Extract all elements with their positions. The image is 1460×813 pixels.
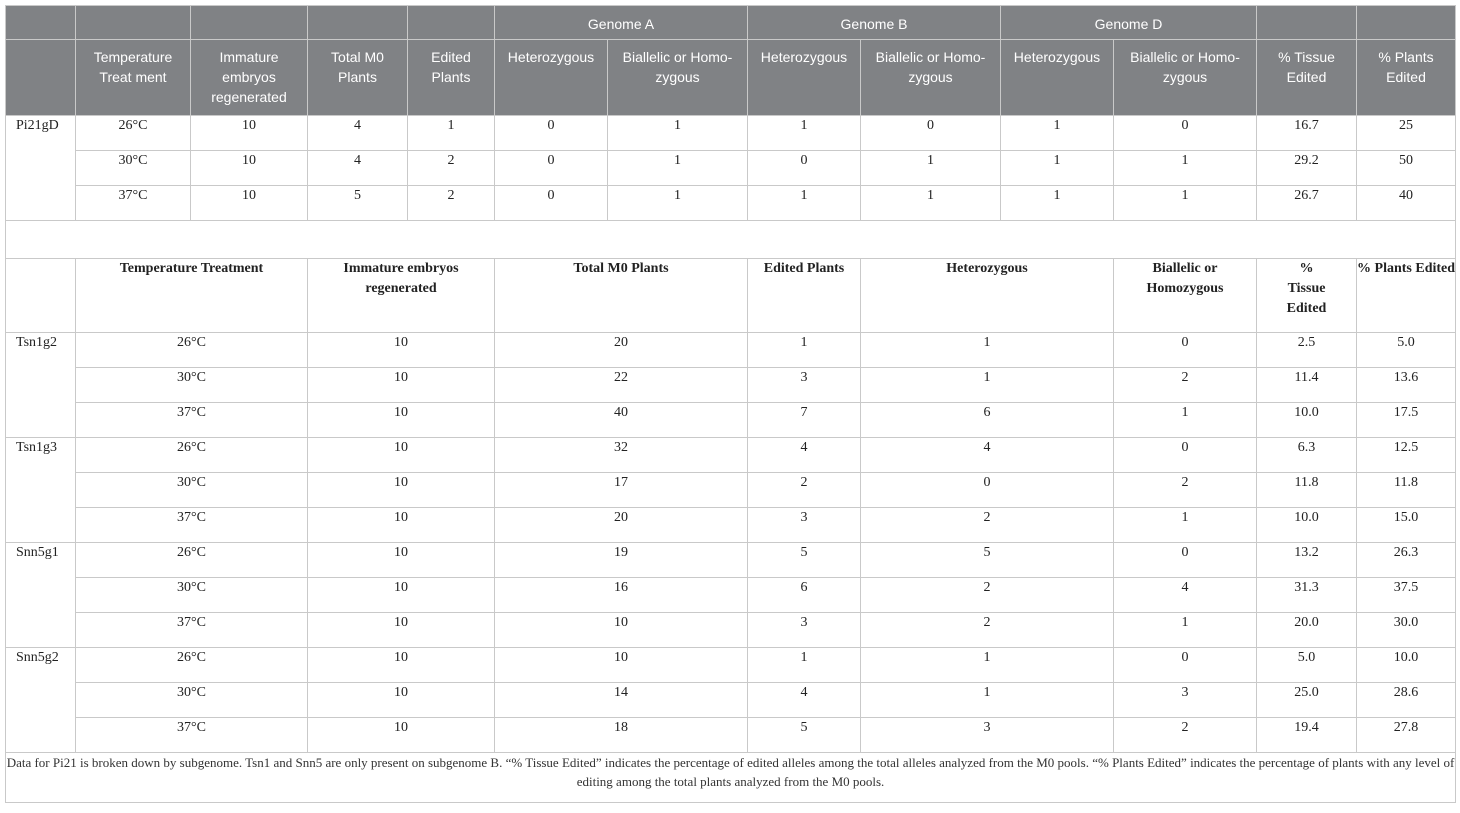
blank-header-cell: [1357, 6, 1456, 40]
table-cell: 10: [308, 543, 495, 578]
table-cell: 2: [861, 508, 1114, 543]
table-cell: 17.5: [1357, 403, 1456, 438]
table-cell: 1: [748, 648, 861, 683]
table-cell: 10: [308, 683, 495, 718]
table-cell: 10.0: [1257, 508, 1357, 543]
blank-header-cell: [6, 6, 76, 40]
table-cell: 10.0: [1257, 403, 1357, 438]
blank-header-cell: [1257, 6, 1357, 40]
table-cell: 1: [408, 116, 495, 151]
table-cell: 30°C: [76, 368, 308, 403]
table-cell: 0: [495, 186, 608, 221]
table-cell: 1: [1001, 116, 1114, 151]
gene-column-header: [6, 40, 76, 116]
table-cell: 6: [861, 403, 1114, 438]
table-cell: 2: [1114, 473, 1257, 508]
gene-name-cell: Snn5g2: [6, 648, 76, 683]
col-header: % Plants Edited: [1357, 40, 1456, 116]
table-cell: 1: [1001, 186, 1114, 221]
table-cell: 37°C: [76, 186, 191, 221]
col-header: Immature embryos regenerated: [191, 40, 308, 116]
footnote-text: Data for Pi21 is broken down by subgenome. Tsn1 and Snn5 are only present on subgenome B. “% Tissue Edited” indicates the percentage of edited alleles among the total alleles analyzed from the M0 pools. “% Plants Edited” indicates the percentage of plants with any level of editing among the total plants analyzed from the M0 pools.: [6, 753, 1456, 803]
table-cell: 20.0: [1257, 613, 1357, 648]
table-cell: 0: [1114, 333, 1257, 368]
table-cell: 1: [861, 186, 1001, 221]
table-cell: 31.3: [1257, 578, 1357, 613]
table-cell: 10: [308, 438, 495, 473]
table1-header: [6, 6, 1456, 116]
table-row: [6, 683, 1456, 718]
table-row: [6, 186, 1456, 221]
table-cell: 5.0: [1257, 648, 1357, 683]
table-cell: 37°C: [76, 403, 308, 438]
blank-header-cell: [191, 6, 308, 40]
table-cell: 1: [1114, 403, 1257, 438]
table-cell: 32: [495, 438, 748, 473]
table-row: [6, 613, 1456, 648]
table-cell: 2: [408, 151, 495, 186]
genome-b-header: Genome B: [748, 6, 1001, 40]
table-row: [6, 508, 1456, 543]
table-row: [6, 333, 1456, 368]
table-cell: 4: [308, 116, 408, 151]
table-cell: 1: [748, 333, 861, 368]
col-header: Total M0 Plants: [308, 40, 408, 116]
table-cell: 1: [608, 116, 748, 151]
table-cell: 28.6: [1357, 683, 1456, 718]
col-header: Immature embryos regenerated: [308, 259, 495, 333]
col-header: Heterozygous: [495, 40, 608, 116]
table-cell: 5: [748, 543, 861, 578]
table-cell: 4: [1114, 578, 1257, 613]
table-cell: 13.2: [1257, 543, 1357, 578]
spacer-cell: [6, 221, 1456, 259]
table-cell: 10: [308, 613, 495, 648]
table-cell: 0: [495, 116, 608, 151]
table-cell: 4: [308, 151, 408, 186]
table-cell: 10: [308, 508, 495, 543]
col-header: Biallelic or Homozygous: [1114, 259, 1257, 333]
col-header: Edited Plants: [408, 40, 495, 116]
table-cell: 10: [191, 151, 308, 186]
table-cell: 19.4: [1257, 718, 1357, 753]
blank-header-cell: [76, 6, 191, 40]
table-row: [6, 368, 1456, 403]
table-cell: 11.8: [1257, 473, 1357, 508]
table-row: [6, 648, 1456, 683]
table-cell: 0: [495, 151, 608, 186]
col-header: Edited Plants: [748, 259, 861, 333]
table-cell: 0: [1114, 648, 1257, 683]
table-cell: 10: [308, 718, 495, 753]
table-cell: 20: [495, 508, 748, 543]
table-cell: 37°C: [76, 508, 308, 543]
table-cell: 40: [495, 403, 748, 438]
gene-name-cell: [6, 578, 76, 613]
col-header: Biallelic or Homo-zygous: [1114, 40, 1257, 116]
table2-header: [6, 259, 1456, 333]
gene-name-cell: [6, 683, 76, 718]
table-cell: 22: [495, 368, 748, 403]
blank-header-cell: [308, 6, 408, 40]
table-cell: 1: [861, 648, 1114, 683]
table-cell: 18: [495, 718, 748, 753]
table-cell: 6.3: [1257, 438, 1357, 473]
gene-name-cell: Tsn1g3: [6, 438, 76, 473]
table2-body: [6, 333, 1456, 753]
table-row: [6, 718, 1456, 753]
table-cell: 1: [1114, 613, 1257, 648]
table-row: [6, 116, 1456, 151]
col-header: Temperature Treat ment: [76, 40, 191, 116]
table-cell: 5: [308, 186, 408, 221]
genome-d-header: Genome D: [1001, 6, 1257, 40]
table-cell: 10: [308, 648, 495, 683]
table-cell: 26°C: [76, 333, 308, 368]
table-cell: 26°C: [76, 648, 308, 683]
table-cell: 10: [308, 368, 495, 403]
table-cell: 2: [748, 473, 861, 508]
table-cell: 0: [1114, 438, 1257, 473]
gene-name-cell: Pi21gD: [6, 116, 76, 221]
editing-results-table: [5, 5, 1456, 803]
table-cell: 19: [495, 543, 748, 578]
table-cell: 50: [1357, 151, 1456, 186]
table-cell: 1: [861, 333, 1114, 368]
col-header: % Tissue Edited: [1257, 40, 1357, 116]
col-header: Biallelic or Homo-zygous: [608, 40, 748, 116]
table-cell: 0: [748, 151, 861, 186]
table-row: [6, 578, 1456, 613]
col-header: Biallelic or Homo-zygous: [861, 40, 1001, 116]
table-cell: 3: [1114, 683, 1257, 718]
table-cell: 10.0: [1357, 648, 1456, 683]
table-spacer: [6, 221, 1456, 259]
table-cell: 0: [861, 116, 1001, 151]
table-cell: 29.2: [1257, 151, 1357, 186]
table-cell: 25: [1357, 116, 1456, 151]
table-cell: 3: [748, 368, 861, 403]
table-cell: 1: [748, 186, 861, 221]
table-cell: 1: [1114, 186, 1257, 221]
col-header: % Plants Edited: [1357, 259, 1456, 333]
gene-name-cell: [6, 508, 76, 543]
table-cell: 30°C: [76, 683, 308, 718]
table-cell: 26°C: [76, 116, 191, 151]
table1-body: [6, 116, 1456, 221]
table-cell: 4: [748, 438, 861, 473]
blank-header-cell: [408, 6, 495, 40]
table-cell: 10: [308, 333, 495, 368]
col-header: Temperature Treatment: [76, 259, 308, 333]
table-cell: 30.0: [1357, 613, 1456, 648]
tissue-edited-header: % Tissue Edited: [1286, 261, 1327, 316]
col-header: [1257, 259, 1357, 333]
gene-name-cell: [6, 718, 76, 753]
table-cell: 2: [861, 613, 1114, 648]
table-cell: 10: [495, 613, 748, 648]
table-cell: 1: [861, 368, 1114, 403]
gene-name-cell: [6, 403, 76, 438]
col-header: Heterozygous: [861, 259, 1114, 333]
table-cell: 2: [861, 578, 1114, 613]
table-row: [6, 151, 1456, 186]
table-cell: 14: [495, 683, 748, 718]
table-cell: 3: [748, 508, 861, 543]
table-cell: 2.5: [1257, 333, 1357, 368]
table-cell: 3: [748, 613, 861, 648]
table-cell: 1: [1114, 508, 1257, 543]
results-table-container: [5, 5, 1455, 803]
col-header: Total M0 Plants: [495, 259, 748, 333]
table-cell: 1: [1114, 151, 1257, 186]
table-cell: 37°C: [76, 613, 308, 648]
table-cell: 2: [408, 186, 495, 221]
table-cell: 12.5: [1357, 438, 1456, 473]
table-cell: 1: [861, 683, 1114, 718]
table-cell: 0: [861, 473, 1114, 508]
col-header: Heterozygous: [1001, 40, 1114, 116]
table-cell: 1: [861, 151, 1001, 186]
table-cell: 26°C: [76, 438, 308, 473]
table-cell: 4: [861, 438, 1114, 473]
table-cell: 10: [308, 403, 495, 438]
table-cell: 10: [308, 578, 495, 613]
gene-name-cell: Tsn1g2: [6, 333, 76, 368]
table-cell: 26.7: [1257, 186, 1357, 221]
col-header: Heterozygous: [748, 40, 861, 116]
table-cell: 5: [748, 718, 861, 753]
table-cell: 11.8: [1357, 473, 1456, 508]
table-cell: 17: [495, 473, 748, 508]
table-cell: 16.7: [1257, 116, 1357, 151]
table-cell: 30°C: [76, 578, 308, 613]
table-cell: 7: [748, 403, 861, 438]
table-row: [6, 403, 1456, 438]
table-cell: 27.8: [1357, 718, 1456, 753]
table-cell: 1: [1001, 151, 1114, 186]
table-cell: 2: [1114, 368, 1257, 403]
table-cell: 4: [748, 683, 861, 718]
table-cell: 40: [1357, 186, 1456, 221]
genome-a-header: Genome A: [495, 6, 748, 40]
table-cell: 16: [495, 578, 748, 613]
table-cell: 20: [495, 333, 748, 368]
gene-name-cell: [6, 613, 76, 648]
table-cell: 1: [748, 116, 861, 151]
table-cell: 1: [608, 186, 748, 221]
table-cell: 13.6: [1357, 368, 1456, 403]
table-cell: 15.0: [1357, 508, 1456, 543]
table-row: [6, 543, 1456, 578]
table-cell: 37°C: [76, 718, 308, 753]
table-footnote: [6, 753, 1456, 803]
table-cell: 25.0: [1257, 683, 1357, 718]
table-cell: 1: [608, 151, 748, 186]
gene-name-cell: [6, 368, 76, 403]
table-cell: 10: [191, 186, 308, 221]
table-cell: 5.0: [1357, 333, 1456, 368]
table-row: [6, 473, 1456, 508]
table-cell: 10: [308, 473, 495, 508]
table-cell: 3: [861, 718, 1114, 753]
table-cell: 0: [1114, 543, 1257, 578]
table-cell: 26.3: [1357, 543, 1456, 578]
gene-name-cell: Snn5g1: [6, 543, 76, 578]
gene-column-header: [6, 259, 76, 333]
table-cell: 11.4: [1257, 368, 1357, 403]
table-cell: 0: [1114, 116, 1257, 151]
gene-name-cell: [6, 473, 76, 508]
table-row: [6, 438, 1456, 473]
table-cell: 10: [191, 116, 308, 151]
table-cell: 30°C: [76, 151, 191, 186]
table-cell: 5: [861, 543, 1114, 578]
table-cell: 26°C: [76, 543, 308, 578]
table-cell: 37.5: [1357, 578, 1456, 613]
table-cell: 30°C: [76, 473, 308, 508]
table-cell: 6: [748, 578, 861, 613]
table-cell: 2: [1114, 718, 1257, 753]
table-cell: 10: [495, 648, 748, 683]
